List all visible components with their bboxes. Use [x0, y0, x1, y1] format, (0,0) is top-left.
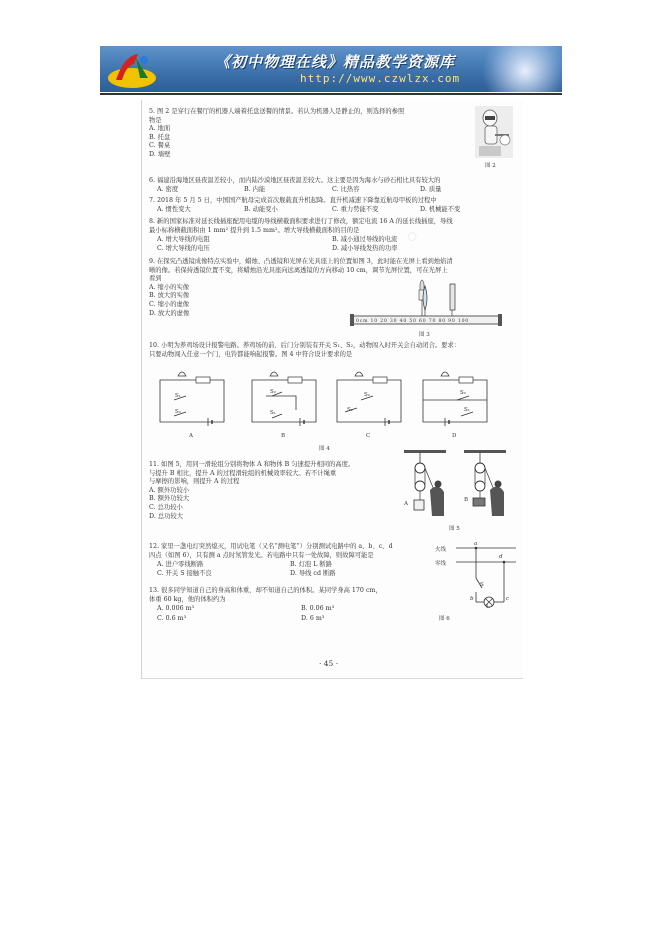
question-8-stem-line-1: 8. 新的国家标准对延长线插座配用电缆的导线横截面积要求进行了修改，额定电流 16 A 的延长线插座，导线	[149, 218, 453, 225]
question-9-option-b[interactable]: B. 放大的实像	[149, 292, 190, 300]
pulley-object-a-label: A	[404, 501, 408, 507]
question-7-option-b[interactable]: B. 动能变小	[244, 206, 278, 213]
question-11-stem-line-2: 与提升 B 相比，提升 A 的过程滑轮组的机械效率较大。若不计绳重	[149, 469, 337, 477]
question-6-option-c[interactable]: C. 比热容	[332, 186, 360, 193]
live-wire-label: 火线	[435, 547, 447, 553]
question-13-option-b[interactable]: B. 0.06 m³	[301, 605, 335, 612]
question-6-option-a[interactable]: A. 密度	[157, 186, 179, 193]
question-5	[149, 108, 404, 160]
question-12-stem-line-2: 四点（如图 6），只有测 a 点时氖管发光。若电路中只有一处故障，则故障可能是	[149, 551, 374, 559]
circuit-b	[246, 366, 322, 428]
question-13-stem-line-2: 体重 60 kg，他的体积约为	[149, 595, 226, 603]
question-8-option-a[interactable]: A. 增大导线的电阻	[157, 236, 210, 243]
question-12-option-b[interactable]: B. 灯泡 L 断路	[290, 561, 333, 568]
circuit-d-s1-label: S₁	[464, 407, 470, 413]
question-9-stem-line-2: 晰的像。若保持透镜位置不变，将蜡烛沿光具座向远离透镜的方向移动 10 cm，调节光屏位置，可在光屏上	[149, 266, 448, 274]
page-number: · 45 ·	[319, 659, 339, 668]
question-7-option-a[interactable]: A. 惯性变大	[157, 206, 191, 213]
circuit-a-s2-label: S₂	[175, 409, 181, 415]
switch-s-label: S	[480, 582, 484, 588]
pulley-figure-a	[400, 450, 450, 520]
question-9-stem-line-1: 9. 在探究凸透镜成像特点实验中，蜡烛、凸透镜和光屏在光具座上的位置如图 3，此时能在光屏上看到烛焰清	[149, 258, 453, 265]
exam-page	[141, 100, 523, 679]
question-12-option-c[interactable]: C. 开关 S 接触不良	[157, 570, 212, 577]
question-10	[149, 342, 460, 359]
lamp-l-label: L	[486, 604, 490, 610]
figure-4-label: 图 4	[319, 446, 330, 452]
site-url[interactable]: http://www.czwlzx.com	[300, 72, 461, 85]
site-logo-icon	[106, 50, 158, 90]
question-6-option-d[interactable]: D. 质量	[420, 186, 442, 193]
question-13-stem-line-1: 13. 很多同学知道自己的身高和体重，却不知道自己的体积。某同学身高 170 cm，	[149, 587, 382, 594]
question-8	[149, 218, 453, 235]
question-11	[149, 461, 354, 521]
pulley-figure-b	[460, 450, 510, 520]
question-7-option-c[interactable]: C. 重力势能不变	[332, 206, 379, 213]
question-5-option-b[interactable]: B. 托盘	[149, 133, 171, 141]
question-12-stem-line-1: 12. 家里一盏电灯突然熄灭，用试电笔（又名“测电笔”）分别测试电路中的 a、b、c、d	[149, 543, 393, 550]
figure-2-label: 图 2	[485, 163, 496, 169]
question-9-option-c[interactable]: C. 缩小的虚像	[149, 300, 190, 308]
question-9-option-a[interactable]: A. 缩小的实像	[149, 283, 190, 291]
question-13-option-d[interactable]: D. 6 m³	[301, 615, 325, 622]
circuit-d-s2-label: S₂	[460, 390, 466, 396]
question-6	[149, 177, 440, 186]
header-rule	[100, 93, 562, 95]
point-b-label: b	[470, 596, 474, 602]
site-title: 《初中物理在线》精品教学资源库	[215, 53, 456, 71]
figure-3-label: 图 3	[419, 332, 430, 338]
neutral-wire-label: 零线	[435, 561, 447, 567]
question-11-option-b[interactable]: B. 额外功较大	[149, 495, 190, 503]
question-12-option-d[interactable]: D. 导线 cd 断路	[290, 570, 336, 577]
circuit-d-label[interactable]: D	[452, 433, 457, 439]
banner-glow	[480, 46, 562, 92]
question-7-option-d[interactable]: D. 机械能不变	[420, 206, 461, 213]
circuit-d	[417, 366, 493, 428]
question-8-stem-line-2: 最小标称横截面积由 1 mm² 提升到 1.5 mm²。增大导线横截面积的目的是	[149, 226, 360, 234]
watermark: ◦	[391, 220, 431, 255]
question-11-option-c[interactable]: C. 总功较小	[149, 503, 183, 511]
circuit-a	[154, 366, 230, 428]
question-11-stem-line-1: 11. 如图 5，用同一滑轮组分别将物体 A 和物体 B 匀速提升相同的高度。	[149, 461, 355, 468]
question-8-option-b[interactable]: B. 减小通过导线的电流	[332, 236, 398, 243]
point-a-label: a	[474, 541, 478, 547]
question-5-option-d[interactable]: D. 墙壁	[149, 150, 171, 158]
figure-5-label: 图 5	[449, 526, 460, 532]
question-11-stem-line-3: 与摩擦的影响，则提升 A 的过程	[149, 478, 240, 486]
question-5-stem-line-1: 5. 图 2 是穿行在餐厅的机器人端着托盘送餐的情景。若认为机器人是静止的，则选择的参照	[149, 108, 405, 115]
question-8-option-c[interactable]: C. 增大导线的电压	[157, 245, 210, 252]
question-13	[149, 587, 382, 604]
pulley-object-b-label: B	[464, 497, 469, 503]
robot-waiter-figure	[475, 106, 513, 158]
question-10-stem-line-1: 10. 小明为养鸡场设计报警电路。养鸡场的前、后门分别装有开关 S₁、S₂，动物闯入时开关会自动闭合。要求：	[149, 342, 461, 349]
figure-6-label: 图 6	[439, 616, 450, 622]
circuit-c-label[interactable]: C	[366, 433, 371, 439]
question-11-option-a[interactable]: A. 额外功较小	[149, 486, 190, 494]
question-13-option-c[interactable]: C. 0.6 m³	[157, 615, 187, 622]
point-c-label: c	[506, 596, 510, 602]
question-5-option-c[interactable]: C. 餐桌	[149, 142, 171, 150]
question-9-stem-line-3: 看到	[149, 275, 162, 283]
circuit-b-label[interactable]: B	[281, 433, 286, 439]
question-11-option-d[interactable]: D. 总功较大	[149, 512, 184, 520]
circuit-c-s2-label: S₂	[364, 392, 370, 398]
question-10-stem-line-2: 只要动物闯入任意一个门，电铃都能响起报警。图 4 中符合设计要求的是	[149, 350, 353, 358]
circuit-c-s1-label: S₁	[347, 407, 353, 413]
question-5-option-a[interactable]: A. 地面	[149, 125, 171, 133]
question-12-option-a[interactable]: A. 进户零线断路	[157, 561, 204, 568]
circuit-a-s1-label: S₁	[175, 393, 181, 399]
question-9-option-d[interactable]: D. 放大的虚像	[149, 309, 190, 317]
point-d-label: d	[499, 554, 503, 560]
question-5-stem-line-2: 物是	[149, 116, 162, 124]
question-12	[149, 543, 393, 560]
question-6-option-b[interactable]: B. 内能	[244, 186, 266, 193]
question-8-option-d[interactable]: D. 减小导线发热的功率	[332, 245, 398, 252]
circuit-b-s1-label: S₁	[270, 410, 276, 416]
optical-bench-scale: 0cm 10 20 30 40 50 60 70 80 90 100	[356, 319, 470, 324]
question-7-stem: 7. 2018 年 5 月 5 日，中国国产航母完成首次舰载直升机起降。直升机减速下降靠近航母甲板的过程中	[149, 197, 437, 204]
circuit-a-label[interactable]: A	[189, 433, 193, 439]
header-banner	[100, 46, 562, 92]
question-6-stem: 6. 福建沿海地区昼夜温差较小，而内陆沙漠地区昼夜温差较大。这主要是因为海水与砂石相比具有较大的	[149, 177, 441, 184]
circuit-b-s2-label: S₂	[270, 389, 276, 395]
question-13-option-a[interactable]: A. 0.006 m³	[157, 605, 195, 612]
